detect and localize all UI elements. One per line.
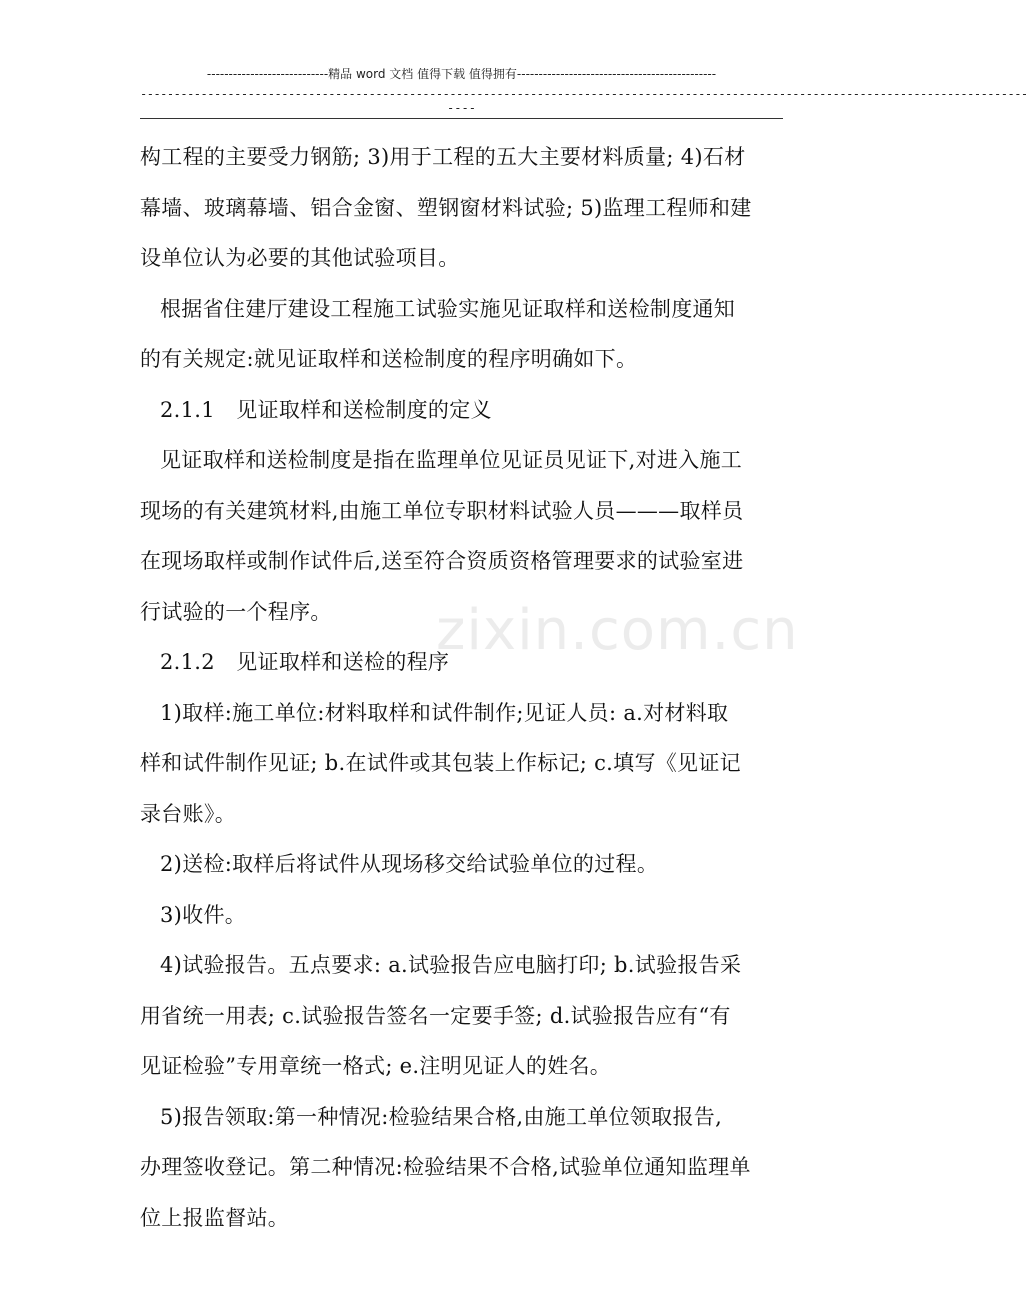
text-line: 1)取样:施工单位:材料取样和试件制作;见证人员: a.对材料取	[160, 700, 729, 725]
header-rule	[140, 118, 783, 119]
header-dash-line: ------------------------------------------------------------------------------------------------------------------------------------	[140, 87, 1028, 101]
page-header: ----------------------------精品 word 文档 值得下载 值得拥有----------------------------------------------	[206, 67, 717, 81]
section-heading: 2.1.2 见证取样和送检的程序	[160, 650, 450, 674]
text-line: 行试验的一个程序。	[140, 599, 332, 624]
text-line: 见证检验”专用章统一格式; e.注明见证人的姓名。	[140, 1054, 612, 1078]
text-line: 3)收件。	[160, 902, 247, 927]
text-line: 见证取样和送检制度是指在监理单位见证员见证下,对进入施工	[160, 448, 743, 472]
text-line: 5)报告领取:第一种情况:检验结果合格,由施工单位领取报告,	[160, 1104, 723, 1129]
text-line: 构工程的主要受力钢筋; 3)用于工程的五大主要材料质量; 4)石材	[140, 145, 746, 169]
text-line: 的有关规定:就见证取样和送检制度的程序明确如下。	[140, 347, 638, 371]
header-dash-tail: ----	[447, 101, 476, 115]
text-line: 办理签收登记。第二种情况:检验结果不合格,试验单位通知监理单	[140, 1155, 751, 1179]
text-line: 样和试件制作见证; b.在试件或其包装上作标记; c.填写《见证记	[140, 751, 741, 775]
watermark: zixin.com.cn	[436, 598, 799, 663]
text-line: 用省统一用表; c.试验报告签名一定要手签; d.试验报告应有“有	[140, 1003, 731, 1028]
section-heading: 2.1.1 见证取样和送检制度的定义	[160, 397, 492, 422]
text-line: 在现场取样或制作试件后,送至符合资质资格管理要求的试验室进	[140, 549, 744, 573]
text-line: 根据省住建厅建设工程施工试验实施见证取样和送检制度通知	[160, 296, 736, 321]
text-line: 设单位认为必要的其他试验项目。	[140, 246, 460, 270]
text-line: 幕墙、玻璃幕墙、铝合金窗、塑钢窗材料试验; 5)监理工程师和建	[140, 195, 752, 220]
document-body	[140, 143, 785, 1254]
text-line: 录台账》。	[140, 801, 236, 826]
text-line: 2)送检:取样后将试件从现场移交给试验单位的过程。	[160, 852, 659, 876]
text-line: 4)试验报告。五点要求: a.试验报告应电脑打印; b.试验报告采	[160, 953, 742, 977]
text-line: 位上报监督站。	[140, 1205, 290, 1230]
text-line: 现场的有关建筑材料,由施工单位专职材料试验人员———取样员	[140, 498, 744, 523]
